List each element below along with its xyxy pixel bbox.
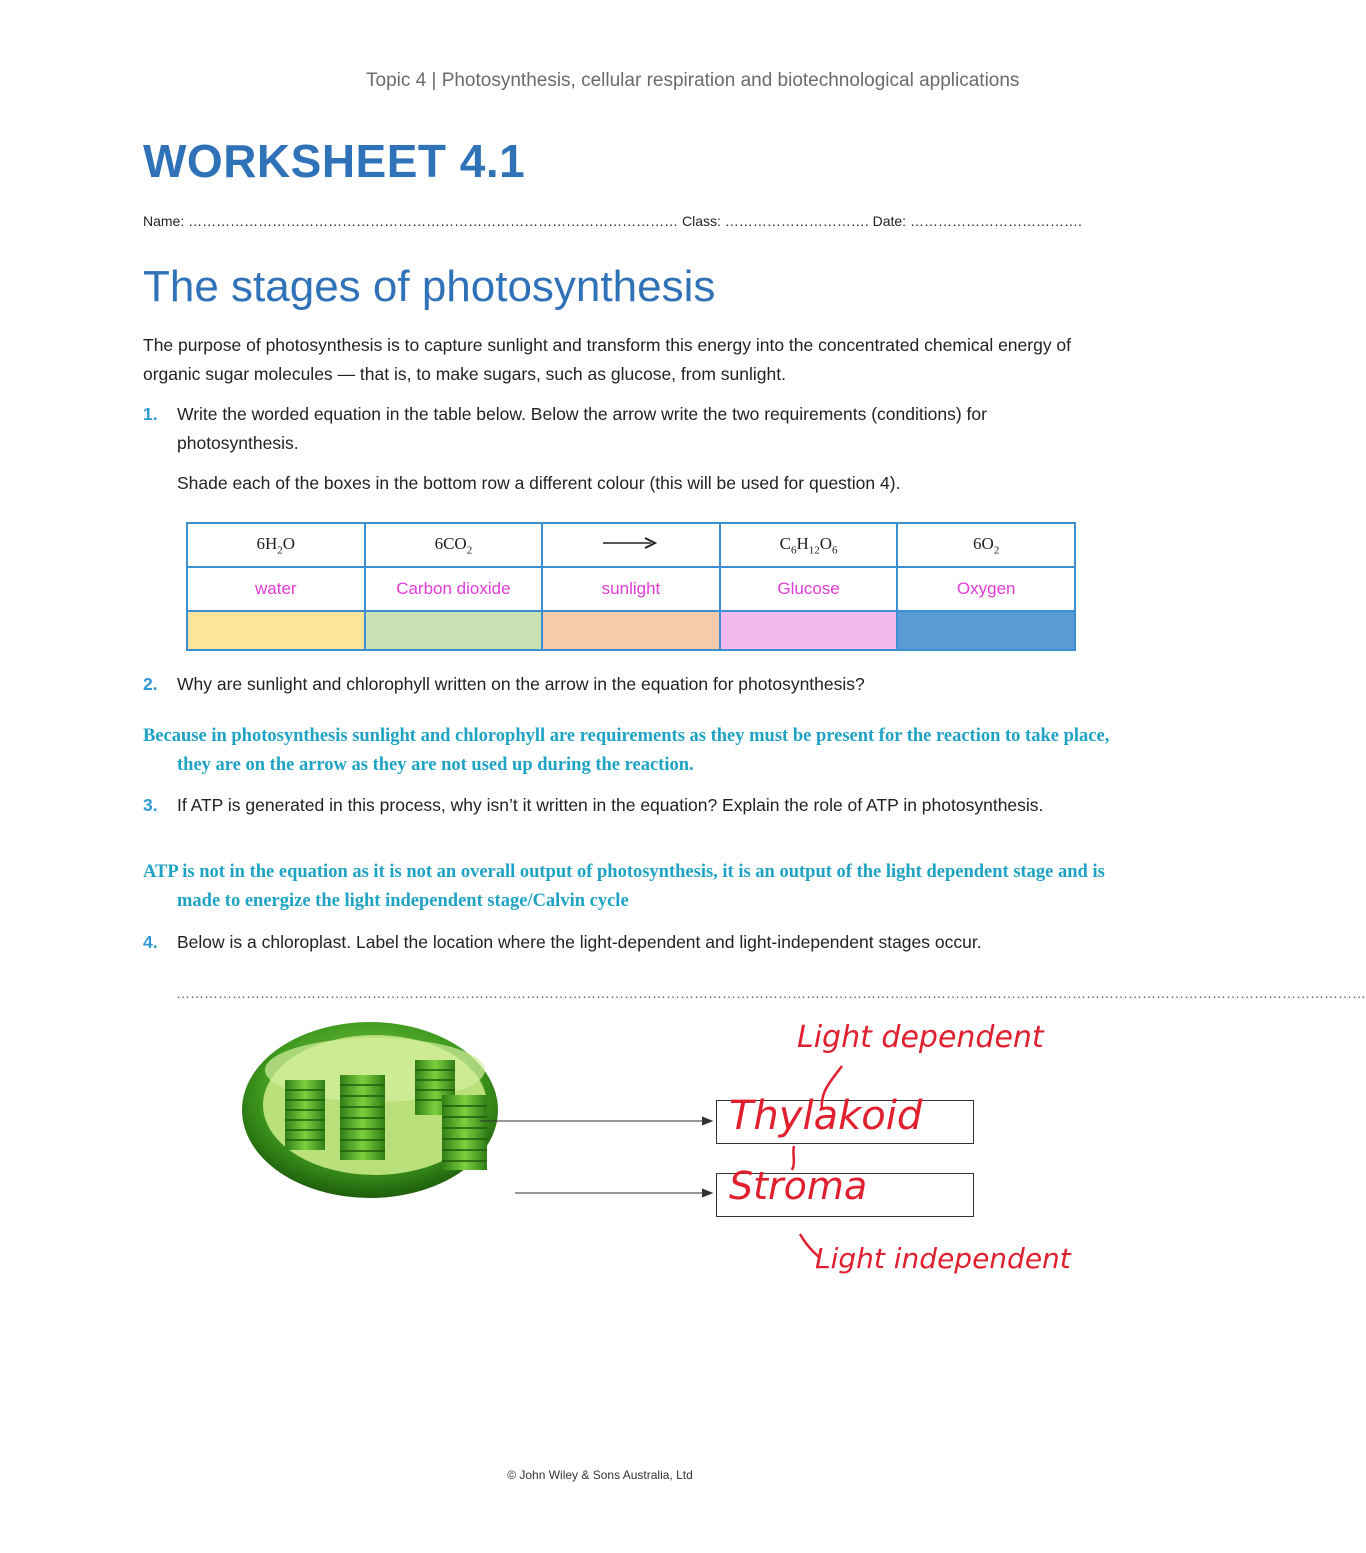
question-text: Below is a chloroplast. Label the location where the light-dependent and light-independent stages occur.	[177, 932, 982, 952]
question-3	[143, 791, 1078, 820]
question-number: 4.	[143, 932, 158, 952]
question-1-instruction	[143, 469, 1078, 498]
question-text: Why are sunlight and chlorophyll written on the arrow in the equation for photosynthesis?	[177, 674, 865, 694]
word-cell: Carbon dioxide	[365, 567, 543, 611]
question-1	[143, 400, 1078, 458]
handwritten-light-independent: Light independent	[815, 1242, 1071, 1275]
word-cell: Glucose	[720, 567, 898, 611]
name-field[interactable]: ……………………………………………………………………………………………	[188, 213, 679, 229]
answer-3: ATP is not in the equation as it is not an overall output of photosynthesis, it is an output of the light dependent stage and is made to energize the light independent stage/Calvin cycle	[143, 862, 1105, 911]
question-text: Write the worded equation in the table below. Below the arrow write the two requirements (conditions) for photosynthesis.	[177, 404, 987, 453]
question-number: 2.	[143, 674, 158, 694]
word-cell: water	[187, 567, 365, 611]
shade-cell[interactable]	[897, 611, 1075, 650]
answer-2: Because in photosynthesis sunlight and chlorophyll are requirements as they must be present for the reaction to take place, they are on the arrow as they are not used up during the reaction.	[143, 726, 1110, 775]
name-label: Name:	[143, 213, 185, 229]
word-cell: sunlight	[542, 567, 720, 611]
intro-paragraph: The purpose of photosynthesis is to capture sunlight and transform this energy into the concentrated chemical energy of organic sugar molecules — that is, to make sugars, such as glucose, from sunlight.	[143, 335, 1072, 384]
handwritten-connector-lines	[780, 1062, 860, 1262]
formula-oxygen: $6O_2$	[897, 523, 1075, 567]
question-number: 1.	[143, 404, 158, 424]
handwritten-stroma: Stroma	[729, 1164, 868, 1208]
shade-cell[interactable]	[720, 611, 898, 650]
page-footer: © John Wiley & Sons Australia, Ltd	[507, 1468, 693, 1482]
question-instruction-text: Shade each of the boxes in the bottom row a different colour (this will be used for question 4).	[177, 473, 901, 493]
header-topic: Topic 4 | Photosynthesis, cellular respiration and biotechnological applications	[366, 70, 1020, 91]
chloroplast-diagram	[230, 1010, 520, 1210]
question-number: 3.	[143, 795, 158, 815]
student-details-line	[143, 213, 1082, 229]
handwritten-thylakoid: Thylakoid	[729, 1093, 923, 1139]
worksheet-title: WORKSHEET 4.1	[143, 135, 526, 187]
word-cell: Oxygen	[897, 567, 1075, 611]
shade-cell[interactable]	[542, 611, 720, 650]
date-label: Date:	[872, 213, 907, 229]
page-title: The stages of photosynthesis	[143, 262, 716, 311]
answer-line[interactable]: …………………………………………………………………………………………………………………………………………………………………………………………………………………………………	[176, 985, 1366, 1001]
shade-cell[interactable]	[365, 611, 543, 650]
question-text: If ATP is generated in this process, why isn’t it written in the equation? Explain the role of ATP in photosynthesis.	[177, 795, 1044, 815]
question-4	[143, 928, 1078, 957]
class-label: Class:	[682, 213, 721, 229]
class-field[interactable]: ………………………….	[724, 213, 869, 229]
reaction-arrow-icon	[542, 523, 720, 567]
formula-water: $6H_2O$	[187, 523, 365, 567]
equation-table	[186, 522, 1076, 651]
handwritten-light-dependent: Light dependent	[797, 1020, 1044, 1055]
date-field[interactable]: ……………………………….	[909, 213, 1082, 229]
formula-carbon-dioxide: $6CO_2$	[365, 523, 543, 567]
question-2	[143, 670, 1078, 699]
pointer-arrows	[480, 1110, 720, 1200]
formula-glucose: $C_6H_{12}O_6$	[720, 523, 898, 567]
shade-cell[interactable]	[187, 611, 365, 650]
